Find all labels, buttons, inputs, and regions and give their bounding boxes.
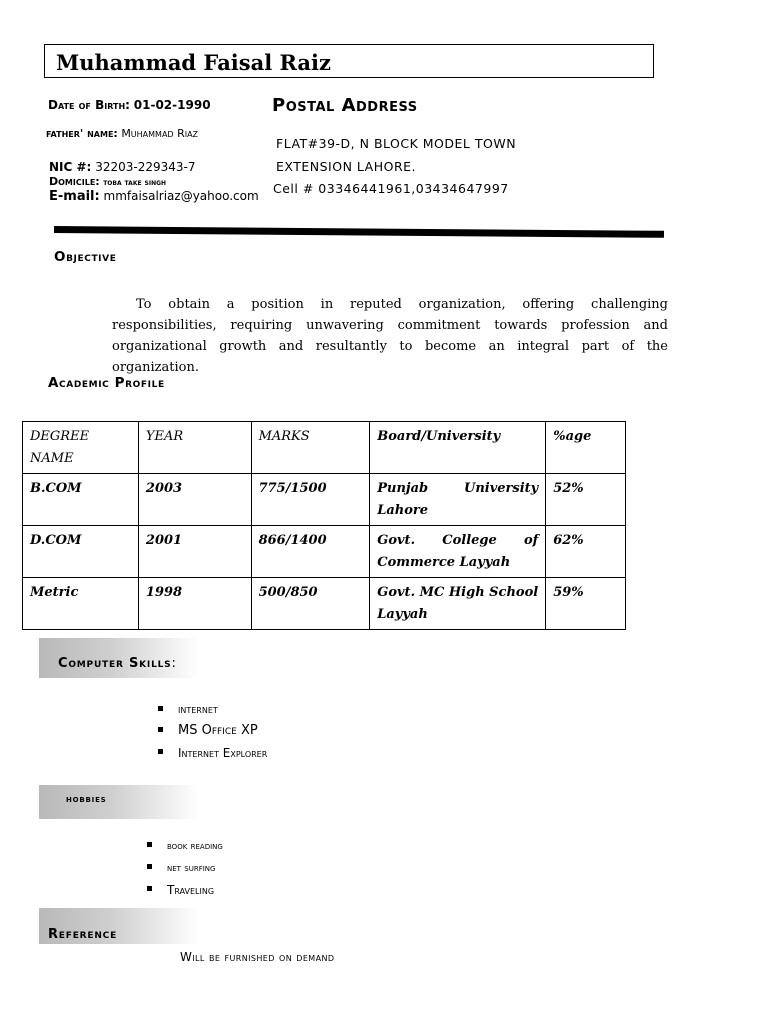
nic-value: 32203-229343-7 — [95, 160, 196, 174]
table-row — [23, 526, 626, 578]
father-line — [46, 127, 198, 141]
objective-title: Objective — [54, 249, 117, 265]
academic-profile-title: Academic Profile — [48, 375, 165, 391]
marks-cell: 775/1500 — [251, 474, 370, 526]
percentage-cell: 52% — [546, 474, 626, 526]
table-header-cell: MARKS — [251, 422, 370, 474]
dob-value: 01-02-1990 — [133, 98, 211, 112]
table-header-cell: YEAR — [138, 422, 251, 474]
list-item: Internet Explorer — [156, 742, 267, 764]
hobbies-title: hobbies — [66, 794, 107, 805]
academic-table — [22, 421, 626, 630]
section-divider — [54, 226, 664, 238]
address-line-2: EXTENSION LAHORE. — [276, 159, 417, 174]
domicile-value: toba take singh — [103, 178, 167, 188]
marks-cell: 500/850 — [251, 578, 370, 630]
board-line-1: Govt. College of — [377, 533, 539, 548]
table-header-cell: DEGREE NAME — [23, 422, 139, 474]
board-line-2: Layyah — [377, 607, 428, 622]
degree-cell: D.COM — [23, 526, 139, 578]
percentage-cell: 62% — [546, 526, 626, 578]
cell-line: Cell # 03346441961,03434647997 — [273, 181, 509, 196]
table-row — [23, 578, 626, 630]
year-cell: 1998 — [138, 578, 251, 630]
list-item: MS Office XP — [156, 720, 267, 742]
table-row — [23, 474, 626, 526]
father-value: Muhammad Riaz — [121, 127, 199, 140]
year-cell: 2003 — [138, 474, 251, 526]
objective-text: To obtain a position in reputed organization, offering challenging responsibilities, requiring unwavering commitment towards profession and organizational growth and resultantly to become an integral part of the organization. — [112, 297, 668, 375]
table-header-row — [23, 422, 626, 474]
hobbies-band — [39, 785, 199, 819]
list-item: net surfing — [145, 857, 223, 879]
board-cell — [370, 526, 546, 578]
percentage-cell: 59% — [546, 578, 626, 630]
computer-skills-title: Computer Skills — [58, 656, 172, 671]
email-label: E-mail: — [49, 189, 100, 204]
dob-label: Date of Birth: — [48, 98, 130, 112]
table-header-cell: %age — [546, 422, 626, 474]
marks-cell: 866/1400 — [251, 526, 370, 578]
postal-address-title: Postal Address — [272, 95, 418, 116]
computer-skills-title-wrap — [58, 656, 177, 671]
list-item: book reading — [145, 835, 223, 857]
email-value: mmfaisalriaz@yahoo.com — [103, 189, 259, 203]
domicile-line — [49, 175, 166, 190]
board-line-2: Lahore — [377, 503, 429, 518]
degree-cell: B.COM — [23, 474, 139, 526]
candidate-name: Muhammad Faisal Raiz — [56, 50, 331, 75]
year-cell: 2001 — [138, 526, 251, 578]
list-item: Traveling — [145, 879, 223, 901]
address-line-1: FLAT#39-D, N BLOCK MODEL TOWN — [276, 136, 517, 151]
domicile-label: Domicile: — [49, 175, 100, 188]
father-label: father' name: — [46, 127, 118, 140]
computer-skills-colon: : — [171, 656, 177, 671]
degree-cell: Metric — [23, 578, 139, 630]
skills-list — [156, 700, 267, 764]
board-cell — [370, 474, 546, 526]
board-line-1: Punjab University — [377, 481, 539, 496]
board-line-2: Commerce Layyah — [377, 555, 511, 570]
list-item: internet — [156, 700, 267, 720]
nic-line — [49, 160, 195, 174]
reference-text: Will be furnished on demand — [180, 950, 335, 964]
email-line — [49, 189, 259, 204]
reference-title: Reference — [48, 927, 118, 942]
table-header-cell: Board/University — [370, 422, 546, 474]
hobbies-list — [145, 835, 223, 901]
board-cell — [370, 578, 546, 630]
board-line-1: Govt. MC High School — [377, 585, 539, 600]
nic-label: NIC #: — [49, 160, 92, 174]
dob-line — [48, 98, 211, 112]
